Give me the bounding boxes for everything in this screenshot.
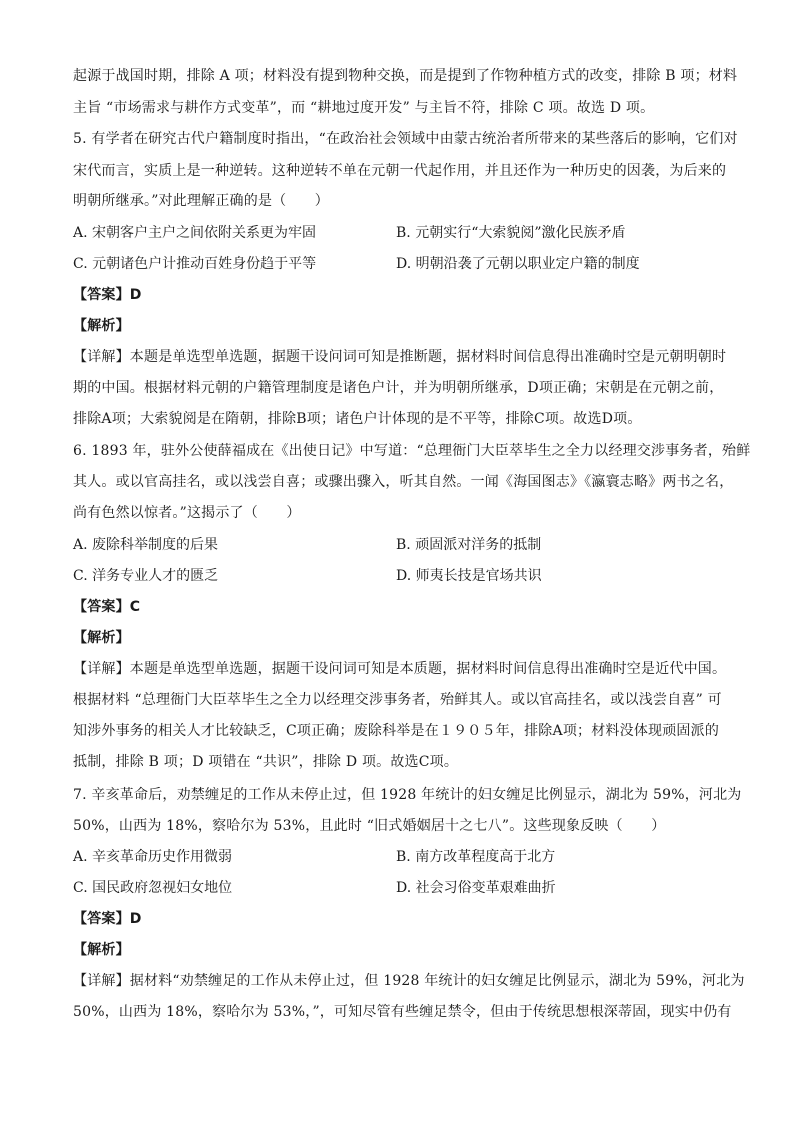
- q5-answer: 【答案】D: [73, 287, 142, 303]
- prev-explanation-line-2: 主旨 “市场需求与耕作方式变革”，而 “耕地过度开发” 与主旨不符，排除 C 项。故选 D 项。: [73, 100, 655, 116]
- q6-detail-line-4: 抵制，排除 B 项；D 项错在 “共识”，排除 D 项。故选C项。: [73, 754, 459, 770]
- q7-stem-line-1: 7. 辛亥革命后，劝禁缠足的工作从未停止过，但 1928 年统计的妇女缠足比例显示，湖北为 59%，河北为: [73, 787, 742, 803]
- q5-option-d: D. 明朝沿袭了元朝以职业定户籍的制度: [396, 256, 640, 272]
- q6-stem-line-1: 6. 1893 年，驻外公使薛福成在《出使日记》中写道：“总理衙门大臣萃毕生之全力以经理交涉事务者，殆鲜: [73, 443, 751, 459]
- q7-option-a: A. 辛亥革命历史作用微弱: [73, 849, 233, 865]
- q5-detail-line-1: 【详解】本题是单选型单选题，据题干设问词可知是推断题，据材料时间信息得出准确时空是元朝明朝时: [73, 349, 727, 365]
- q6-detail-line-1: 【详解】本题是单选型单选题，据题干设问词可知是本质题，据材料时间信息得出准确时空是近代中国。: [73, 661, 727, 677]
- q5-stem-line-1: 5. 有学者在研究古代户籍制度时指出，“在政治社会领域中由蒙古统治者所带来的某些落后的影响，它们对: [73, 131, 738, 147]
- q7-option-b: B. 南方改革程度高于北方: [396, 849, 556, 865]
- q7-analysis-heading: 【解析】: [73, 942, 130, 958]
- q6-stem-line-2: 其人。或以官高挂名，或以浅尝自喜；或骤出骤入，听其自然。一闻《海国图志》《瀛寰志略》两书之名，: [73, 474, 734, 490]
- q6-answer: 【答案】C: [73, 599, 141, 615]
- q5-stem-line-3: 明朝所继承。”对此理解正确的是（ ）: [73, 193, 329, 209]
- q6-option-a: A. 废除科举制度的后果: [73, 537, 219, 553]
- q7-option-d: D. 社会习俗变革艰难曲折: [396, 880, 556, 896]
- q5-stem-line-2: 宋代而言，实质上是一种逆转。这种逆转不单在元朝一代起作用，并且还作为一种历史的因袭，为后来的: [73, 163, 727, 179]
- q7-answer: 【答案】D: [73, 911, 142, 927]
- q5-detail-line-2: 期的中国。根据材料元朝的户籍管理制度是诸色户计，并为明朝所继承，D项正确；宋朝是在元朝之前，: [73, 380, 724, 396]
- q5-option-b: B. 元朝实行“大索貌阅”激化民族矛盾: [396, 225, 626, 241]
- q6-detail-line-3: 知涉外事务的相关人才比较缺乏，C项正确；废除科举是在１９０５年，排除A项；材料没体现顽固派的: [73, 723, 720, 739]
- q7-stem-line-2: 50%，山西为 18%，察哈尔为 53%，且此时 “旧式婚姻居十之七八”。这些现象反映（ ）: [73, 818, 666, 834]
- q7-option-c: C. 国民政府忽视妇女地位: [73, 880, 233, 896]
- q6-option-b: B. 顽固派对洋务的抵制: [396, 537, 542, 553]
- prev-explanation-line-1: 起源于战国时期，排除 A 项；材料没有提到物种交换，而是提到了作物种植方式的改变，排除 B 项；材料: [73, 68, 738, 84]
- q6-stem-line-3: 尚有色然以惊者。”这揭示了（ ）: [73, 505, 301, 521]
- q5-detail-line-3: 排除A项；大索貌阅是在隋朝，排除B项；诸色户计体现的是不平等，排除C项。故选D项。: [73, 411, 642, 427]
- q5-analysis-heading: 【解析】: [73, 318, 130, 334]
- q7-detail-line-1: 【详解】据材料“劝禁缠足的工作从未停止过，但 1928 年统计的妇女缠足比例显示，湖北为 59%，河北为: [73, 973, 745, 989]
- q6-option-c: C. 洋务专业人才的匮乏: [73, 568, 219, 584]
- q6-detail-line-2: 根据材料 “总理衙门大臣萃毕生之全力以经理交涉事务者，殆鲜其人。或以官高挂名，或以浅尝自喜” 可: [73, 692, 722, 708]
- q6-analysis-heading: 【解析】: [73, 630, 130, 646]
- q5-option-c: C. 元朝诸色户计推动百姓身份趋于平等: [73, 256, 317, 272]
- q5-option-a: A. 宋朝客户主户之间依附关系更为牢固: [73, 225, 317, 241]
- q7-detail-line-2: 50%，山西为 18%，察哈尔为 53%，”，可知尽管有些缠足禁令，但由于传统思想根深蒂固，现实中仍有: [73, 1004, 732, 1020]
- q6-option-d: D. 师夷长技是官场共识: [396, 568, 542, 584]
